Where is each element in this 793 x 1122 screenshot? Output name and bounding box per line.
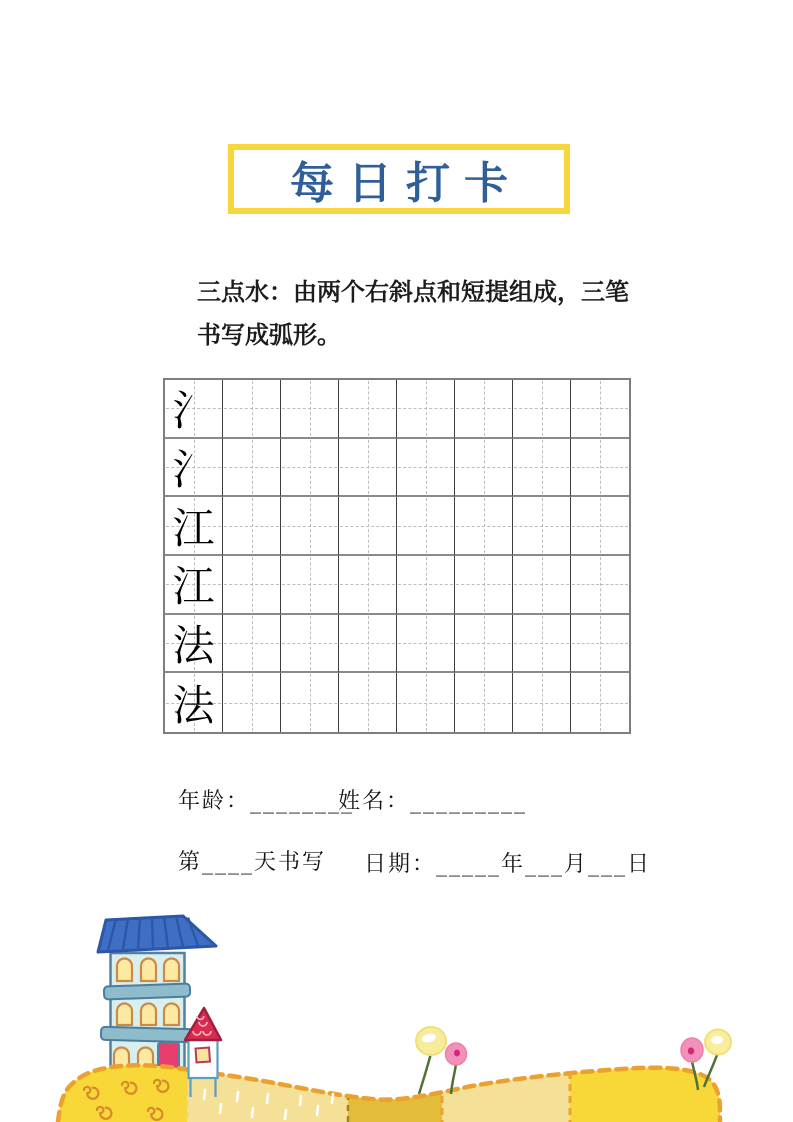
grid-cell [339,439,397,498]
grid-cell [165,439,223,498]
grid-cell [397,556,455,615]
grid-cell [571,615,629,674]
bottom-illustration [0,900,793,1122]
practice-character: 法 [172,621,215,670]
grid-cell [223,615,281,674]
date-blanks: _____年___月___日 [436,852,652,877]
name-row [338,784,527,815]
grid-cell [165,380,223,439]
grid-cell [223,439,281,498]
grid-cell [571,673,629,732]
date-label: 日期： [364,852,437,877]
description-line-2: 书写成弧形。 [197,321,341,349]
grid-cell [513,380,571,439]
day-row [178,845,326,876]
grid-cell [455,380,513,439]
grid-cell [281,673,339,732]
title-box [228,144,570,214]
grid-cell [281,380,339,439]
grid-cell [223,380,281,439]
flower-yellow-icon [704,1030,731,1088]
grid-cell [513,497,571,556]
grid-cell [513,439,571,498]
grid-cell [455,497,513,556]
age-row [178,784,354,815]
grid-cell [397,615,455,674]
description [197,271,637,357]
grid-cell [223,556,281,615]
grid-cell [571,556,629,615]
name-label: 姓名： [338,789,411,814]
grid-cell [165,556,223,615]
grid-cell [281,497,339,556]
grid-cell [455,556,513,615]
grid-cell [455,439,513,498]
age-blank: ________ [250,789,355,814]
grid-cell [513,615,571,674]
grid-cell [223,673,281,732]
grid-cell [513,673,571,732]
grid-cell [455,615,513,674]
grid-cell [513,556,571,615]
grid-cell [397,380,455,439]
day-text: 第____天书写 [178,850,327,875]
grid-cell [339,380,397,439]
age-label: 年龄： [178,789,251,814]
grid-cell [571,497,629,556]
grid-cell [165,615,223,674]
grid-cell [339,556,397,615]
practice-character: 氵 [172,386,215,436]
grid-cell [339,497,397,556]
description-line-1: 三点水：由两个右斜点和短提组成，三笔 [197,278,629,306]
grid-cell [281,615,339,674]
practice-grid [163,378,631,734]
grid-cell [397,439,455,498]
grid-cell [165,497,223,556]
page-title: 每日打卡 [290,158,522,209]
grid-cell [397,673,455,732]
practice-character: 江 [172,562,215,612]
small-roof-icon [185,1008,221,1040]
small-window-icon [196,1048,210,1063]
name-blank: _________ [410,789,528,814]
grid-cell [455,673,513,732]
grid-cell [165,673,223,732]
practice-character: 江 [172,503,215,553]
grid-cell [281,439,339,498]
grid-cell [571,439,629,498]
grid-cell [397,497,455,556]
practice-character: 氵 [172,445,215,494]
practice-character: 法 [172,680,215,730]
flower-yellow-icon [416,1027,446,1094]
date-row [364,847,651,878]
grid-cell [223,497,281,556]
grid-cell [571,380,629,439]
grid-cell [339,673,397,732]
grid-cell [339,615,397,674]
grid-cell [281,556,339,615]
